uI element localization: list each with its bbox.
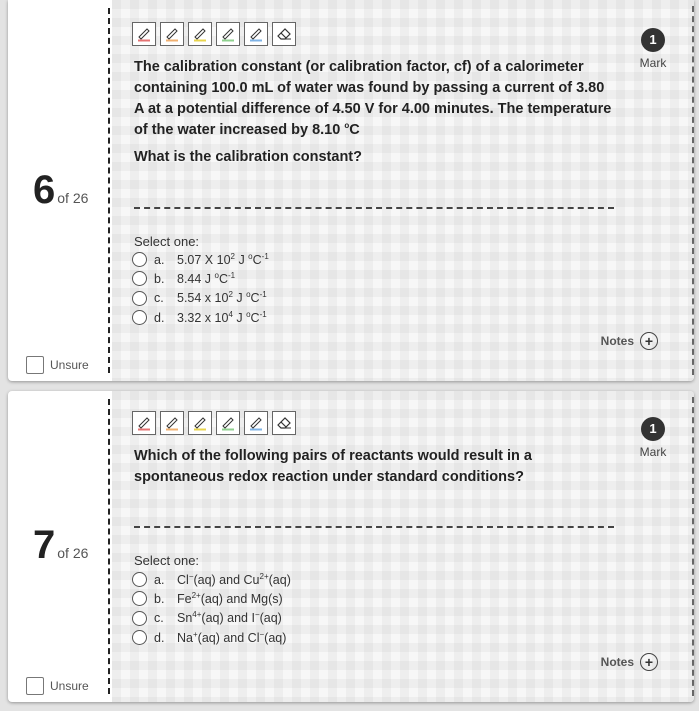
unsure-checkbox[interactable] bbox=[26, 677, 44, 695]
option-d[interactable] bbox=[132, 308, 269, 327]
stem-unit: C bbox=[349, 122, 360, 138]
pencil-yellow-icon[interactable] bbox=[188, 411, 212, 435]
select-one-label: Select one: bbox=[134, 553, 200, 568]
option-text: Na+(aq) and Cl−(aq) bbox=[177, 629, 287, 645]
card-edge bbox=[692, 6, 694, 375]
unsure-toggle[interactable] bbox=[26, 356, 89, 374]
annotation-toolbar bbox=[132, 22, 296, 46]
radio-button[interactable] bbox=[132, 611, 147, 626]
option-text: $Sn^{4+}(aq)$ and I−(aq) bbox=[177, 610, 282, 626]
notes-label: Notes bbox=[600, 334, 634, 348]
option-c[interactable] bbox=[132, 289, 269, 308]
question-number-value: 7 bbox=[33, 523, 56, 567]
plus-icon[interactable]: + bbox=[640, 653, 658, 671]
notes-button[interactable] bbox=[601, 653, 658, 671]
option-letter: b. bbox=[154, 591, 165, 606]
pencil-yellow-icon[interactable] bbox=[188, 22, 212, 46]
pencil-blue-icon[interactable] bbox=[244, 22, 268, 46]
pencil-green-icon[interactable] bbox=[216, 22, 240, 46]
option-d[interactable] bbox=[132, 628, 291, 647]
radio-button[interactable] bbox=[132, 271, 147, 286]
pencil-blue-icon[interactable] bbox=[244, 411, 268, 435]
question-total: of 26 bbox=[57, 545, 89, 561]
option-text: 5.07 X $10^2$ J $^oC^{-1}$ bbox=[177, 251, 269, 267]
question-prompt: What is the calibration constant? bbox=[134, 149, 362, 165]
unsure-toggle[interactable] bbox=[26, 677, 89, 695]
mark-count-badge: 1 bbox=[641, 417, 665, 441]
option-letter: b. bbox=[154, 271, 165, 286]
question-total: of 26 bbox=[57, 190, 89, 206]
options-list bbox=[132, 250, 269, 327]
question-card-7 bbox=[8, 391, 694, 702]
pencil-green-icon[interactable] bbox=[216, 411, 240, 435]
eraser-icon[interactable] bbox=[272, 22, 296, 46]
notes-button[interactable] bbox=[601, 332, 658, 350]
question-stem bbox=[134, 57, 614, 168]
radio-button[interactable] bbox=[132, 630, 147, 645]
stem-text: The calibration constant (or calibration factor, cf) of a calorimeter containing 100.0 mL of water was found by passing a current of 3.80 A at a potential difference of 4.50 V for 4.00 minutes. The temperature of the water increased by 8.10 bbox=[134, 59, 612, 138]
select-one-label: Select one: bbox=[134, 234, 200, 249]
unsure-label: Unsure bbox=[50, 358, 89, 372]
pencil-orange-icon[interactable] bbox=[160, 411, 184, 435]
mark-label: Mark bbox=[639, 56, 667, 70]
question-card-6 bbox=[8, 0, 694, 381]
option-c[interactable] bbox=[132, 609, 291, 628]
option-a[interactable] bbox=[132, 250, 269, 269]
plus-icon[interactable]: + bbox=[640, 332, 658, 350]
option-letter: a. bbox=[154, 252, 165, 267]
radio-button[interactable] bbox=[132, 252, 147, 267]
option-b[interactable] bbox=[132, 269, 269, 288]
unsure-label: Unsure bbox=[50, 679, 89, 693]
option-text: Cl−(aq) and $Cu^{2+}(aq)$ bbox=[177, 571, 291, 587]
option-letter: d. bbox=[154, 310, 165, 325]
pencil-red-icon[interactable] bbox=[132, 22, 156, 46]
radio-button[interactable] bbox=[132, 291, 147, 306]
annotation-toolbar bbox=[132, 411, 296, 435]
radio-button[interactable] bbox=[132, 591, 147, 606]
pencil-orange-icon[interactable] bbox=[160, 22, 184, 46]
options-list bbox=[132, 570, 291, 647]
radio-button[interactable] bbox=[132, 572, 147, 587]
stem-text: Which of the following pairs of reactants would result in a spontaneous redox reaction under standard conditions? bbox=[134, 448, 532, 485]
question-stem bbox=[134, 446, 614, 488]
mark-indicator bbox=[636, 28, 670, 70]
option-text: 5.54 x $10^2$ J $^oC^{-1}$ bbox=[177, 290, 267, 306]
question-number bbox=[33, 168, 88, 213]
column-divider bbox=[108, 8, 110, 373]
pencil-red-icon[interactable] bbox=[132, 411, 156, 435]
question-number bbox=[33, 523, 88, 568]
question-number-value: 6 bbox=[33, 168, 56, 212]
mark-label: Mark bbox=[639, 445, 667, 459]
option-text: 3.32 x $10^4$ J $^oC^{-1}$ bbox=[177, 309, 267, 325]
option-letter: d. bbox=[154, 630, 165, 645]
option-b[interactable] bbox=[132, 589, 291, 608]
column-divider bbox=[108, 399, 110, 694]
option-text: 8.44 J $^oC^{-1}$ bbox=[177, 270, 236, 286]
card-edge bbox=[692, 397, 694, 696]
notes-label: Notes bbox=[600, 655, 634, 669]
option-letter: c. bbox=[154, 291, 164, 306]
eraser-icon[interactable] bbox=[272, 411, 296, 435]
option-text: $Fe^{2+}(aq)$ and Mg(s) bbox=[177, 590, 283, 606]
stem-degree-sup: o bbox=[344, 121, 350, 131]
option-letter: c. bbox=[154, 611, 164, 626]
answer-line bbox=[134, 526, 614, 528]
mark-count-badge: 1 bbox=[641, 28, 665, 52]
radio-button[interactable] bbox=[132, 310, 147, 325]
unsure-checkbox[interactable] bbox=[26, 356, 44, 374]
option-a[interactable] bbox=[132, 570, 291, 589]
option-letter: a. bbox=[154, 572, 165, 587]
answer-line bbox=[134, 207, 614, 209]
mark-indicator bbox=[636, 417, 670, 459]
